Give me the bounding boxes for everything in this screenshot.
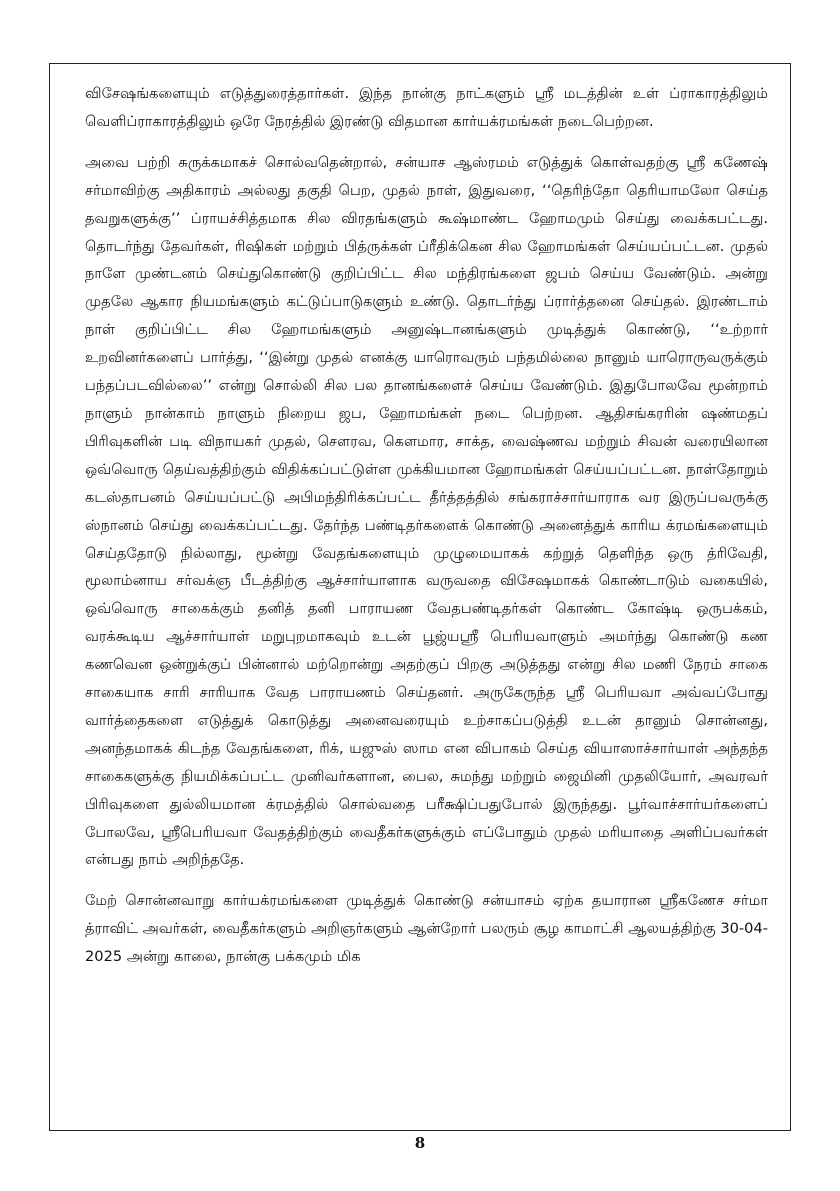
page-number: 8 (414, 1134, 426, 1152)
paragraph-2: அவை பற்றி சுருக்கமாகச் சொல்வதென்றால், சன்யாச ஆஸ்ரமம் எடுத்துக் கொள்வதற்கு ஸ்ரீ கணேஷ் சர்மாவிற்கு அதிகாரம் அல்லது தகுதி பெற, முதல் நாள், இதுவரை, ‘‘தெரிந்தோ தெரியாமலோ செய்த தவறுகளுக்கு’’ ப்ராயச்சித்தமாக சில விரதங்களும் கூஷ்மாண்ட ஹோமமும் செய்து வைக்கபட்டது. தொடர்ந்து தேவர்கள், ரிஷிகள் மற்றும் பித்ருக்கள் ப்ரீதிக்கென சில ஹோமங்கள் செய்யப்பட்டன. முதல் நாளே முண்டனம் செய்துகொண்டு குறிப்பிட்ட சில மந்திரங்களை ஜபம் செய்ய வேண்டும். அன்று முதலே ஆகார நியமங்களும் கட்டுப்பாடுகளும் உண்டு. தொடர்ந்து ப்ரார்த்தனை செய்தல். இரண்டாம் நாள் குறிப்பிட்ட சில ஹோமங்களும் அனுஷ்டானங்களும் முடித்துக் கொண்டு, ‘‘உற்றார் உறவினர்களைப் பார்த்து, ‘‘இன்று முதல் எனக்கு யாரொவரும் பந்தமில்லை நானும் யாரொருவருக்கும் பந்தப்படவில்லை’’ என்று சொல்லி சில பல தானங்களைச் செய்ய வேண்டும். இதுபோலவே மூன்றாம் நாளும் நான்காம் நாளும் நிறைய ஜப, ஹோமங்கள் நடை பெற்றன. ஆதிசங்கரரின் ஷண்மதப் பிரிவுகளின் படி விநாயகர் முதல், சௌரவ, கௌமார, சாக்த, வைஷ்ணவ மற்றும் சிவன் வரையிலான ஒவ்வொரு தெய்வத்திற்கும் விதிக்கப்பட்டுள்ள முக்கியமான ஹோமங்கள் செய்யப்பட்டன. நாள்தோறும் கடஸ்தாபனம் செய்யப்பட்டு அபிமந்திரிக்கப்பட்ட தீர்த்தத்தில் சங்கராச்சார்யாராக வர இருப்பவருக்கு ஸ்நானம் செய்து வைக்கப்பட்டது. தேர்ந்த பண்டிதர்களைக் கொண்டு அனைத்துக் காரிய க்ரமங்களையும் செய்ததோடு நில்லாது, மூன்று வேதங்களையும் முழுமையாகக் கற்றுத் தெளிந்த ஒரு த்ரிவேதி, மூலாம்னாய சர்வக்ஞ பீடத்திற்கு ஆச்சார்யாளாக வருவதை விசேஷமாகக் கொண்டாடும் வகையில், ஒவ்வொரு சாகைக்கும் தனித் தனி பாராயண வேதபண்டிதர்கள் கொண்ட கோஷ்டி ஒருபக்கம், வரக்கூடிய ஆச்சார்யாள் மறுபுறமாகவும் உடன் பூஜ்யஸ்ரீ பெரியவாளும் அமர்ந்து கொண்டு கண கணவென ஒன்றுக்குப் பின்னால் மற்றொன்று அதற்குப் பிறகு அடுத்தது என்று சில மணி நேரம் சாகை சாகையாக சாரி சாரியாக வேத பாராயணம் செய்தனர். அருகேருந்த ஸ்ரீ பெரியவா அவ்வப்போது வார்த்தைகளை எடுத்துக் கொடுத்து அனைவரையும் உற்சாகப்படுத்தி உடன் தானும் சொன்னது, அனந்தமாகக் கிடந்த வேதங்களை, ரிக், யஜுஸ் ஸாம என விபாகம் செய்த வியாஸாச்சார்யாள் அந்தந்த சாகைகளுக்கு நியமிக்கப்பட்ட முனிவர்களான, பைல, சுமந்து மற்றும் ஜைமினி முதலியோர், அவரவர் பிரிவுகளை துல்லியமான க்ரமத்தில் சொல்வதை பரீக்ஷிப்பதுபோல் இருந்தது. பூர்வாச்சார்யர்களைப் போலவே, ஸ்ரீபெரியவா வேதத்திற்கும் வைதீகர்களுக்கும் எப்போதும் முதல் மரியாதை அளிப்பவர்கள் என்பது நாம் அறிந்ததே. (85, 153, 768, 869)
paragraph-1: விசேஷங்களையும் எடுத்துரைத்தார்கள். இந்த நான்கு நாட்களும் ஸ்ரீ மடத்தின் உள் ப்ராகாரத்திலும் வெளிப்ராகாரத்திலும் ஒரே நேரத்தில் இரண்டு விதமான கார்யக்ரமங்கள் நடைபெற்றன. (85, 85, 768, 130)
page-body (85, 80, 768, 984)
paragraph-3: மேற் சொன்னவாறு கார்யக்ரமங்களை முடித்துக் கொண்டு சன்யாசம் ஏற்க தயாரான ஸ்ரீகணேச சர்மா த்ராவிட் அவர்கள், வைதீகர்களும் அறிஞர்களும் ஆன்றோர் பலரும் சூழ காமாட்சி ஆலயத்திற்கு 30-04-2025 அன்று காலை, நான்கு பக்கமும் மிக (85, 892, 768, 966)
